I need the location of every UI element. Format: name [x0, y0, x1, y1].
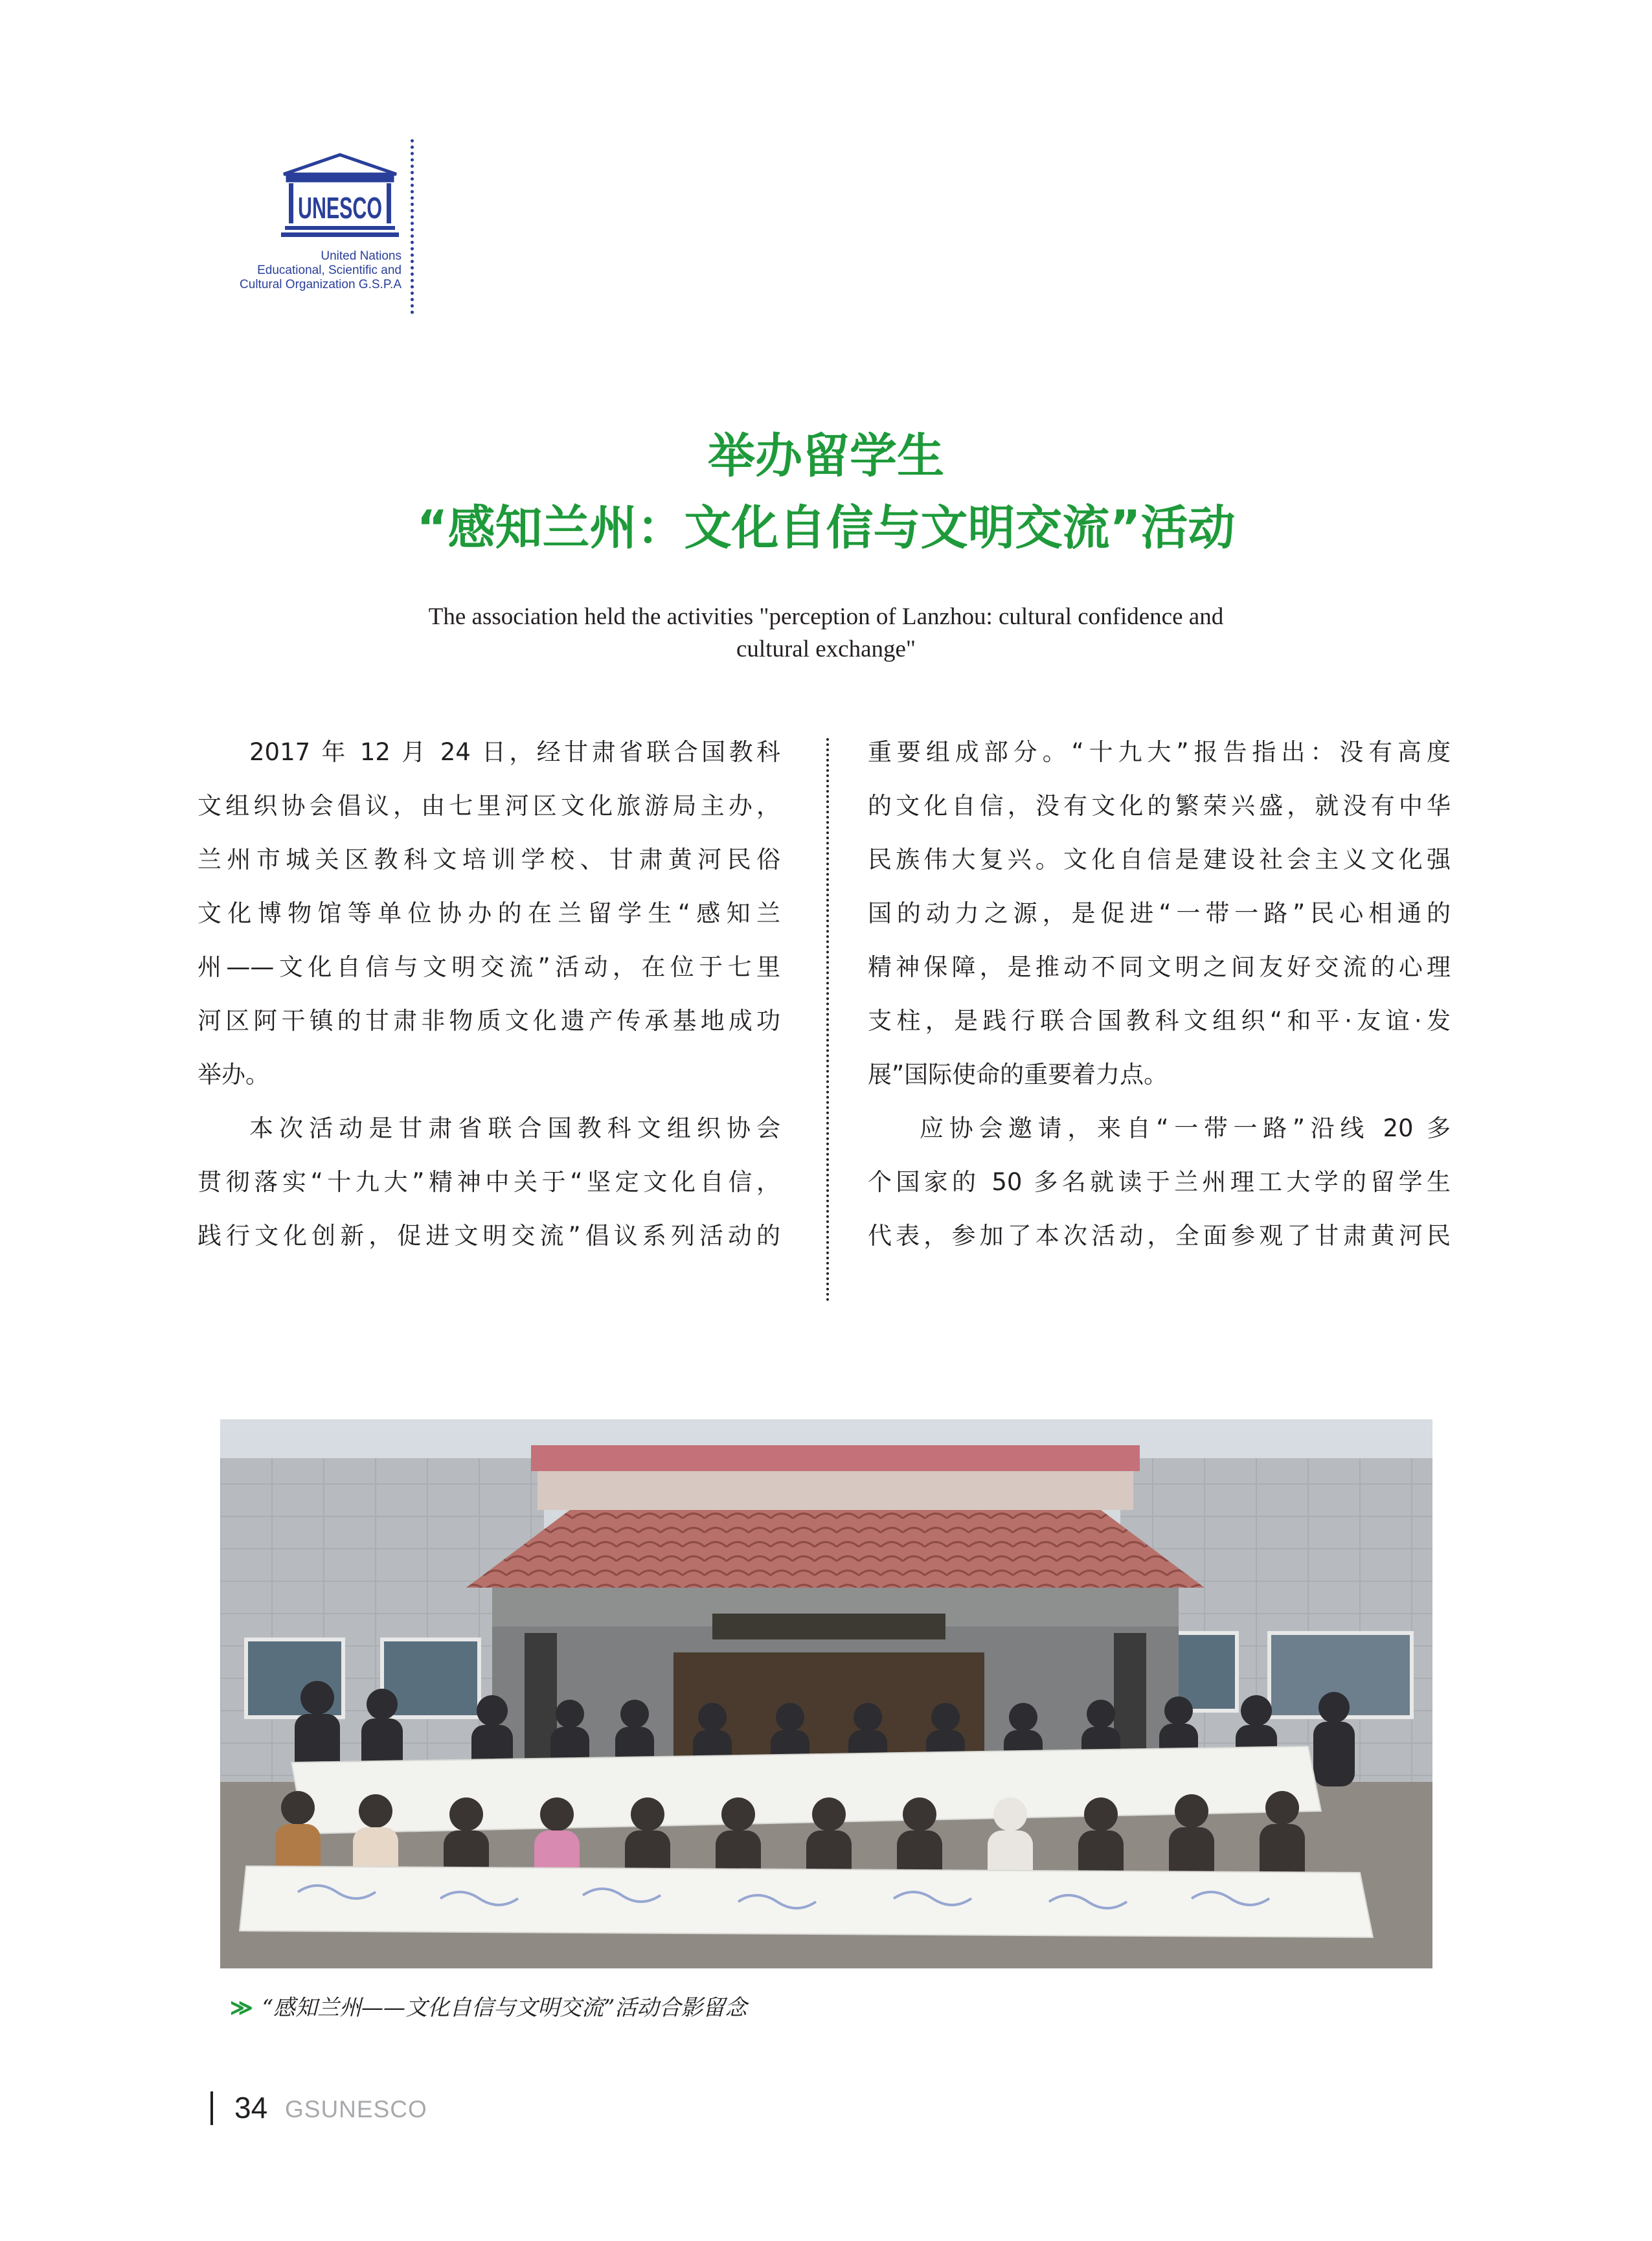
body-line: 精神保障，是推动不同文明之间友好交流的心理: [868, 953, 1451, 981]
unesco-organization-name: [194, 249, 402, 292]
body-line: 国的动力之源，是促进“一带一路”民心相通的: [868, 899, 1451, 927]
logo-dotted-divider: [411, 139, 414, 314]
unesco-logo-text: UNESCO: [298, 191, 382, 225]
english-subtitle: [337, 601, 1315, 666]
subtitle-line-2: cultural exchange": [736, 636, 916, 662]
article-title-line-1: 举办留学生: [708, 429, 944, 484]
body-line: 民族伟大复兴。文化自信是建设社会主义文化强: [868, 846, 1451, 873]
footer-bar: [210, 2091, 213, 2125]
body-line: 支柱，是践行联合国教科文组织“和平·友谊·发: [868, 1007, 1451, 1035]
page-number: 34: [234, 2091, 268, 2124]
magazine-name: GSUNESCO: [285, 2096, 427, 2123]
body-line: 文化博物馆等单位协办的在兰留学生“感知兰: [198, 899, 780, 927]
body-column-left: [198, 725, 780, 1263]
body-column-right: [868, 725, 1451, 1263]
article-title-line-2: “感知兰州：文化自信与文明交流”活动: [416, 501, 1236, 556]
org-line-3: Cultural Organization G.S.P.A: [240, 278, 402, 291]
body-line: 河区阿干镇的甘肃非物质文化遗产传承基地成功: [198, 1007, 780, 1035]
body-line: 举办。: [198, 1061, 269, 1088]
body-line: 应协会邀请，来自“一带一路”沿线 20 多: [920, 1114, 1451, 1142]
body-line: 代表，参加了本次活动，全面参观了甘肃黄河民: [868, 1222, 1451, 1250]
column-dotted-divider: [826, 738, 829, 1301]
group-photo: [220, 1419, 1432, 1968]
unesco-logo: [278, 152, 402, 243]
body-line: 本次活动是甘肃省联合国教科文组织协会: [249, 1114, 780, 1142]
body-line: 的文化自信，没有文化的繁荣兴盛，就没有中华: [868, 792, 1451, 820]
subtitle-line-1: The association held the activities "perception of Lanzhou: cultural confidence and: [428, 603, 1224, 630]
org-line-2: Educational, Scientific and: [257, 264, 402, 277]
body-line: 州——文化自信与文明交流”活动，在位于七里: [198, 953, 780, 981]
body-line: 兰州市城关区教科文培训学校、甘肃黄河民俗: [198, 846, 780, 873]
caption-marker-icon: ≫: [230, 1995, 253, 2021]
org-line-1: United Nations: [321, 249, 402, 263]
body-line: 重要组成部分。“十九大”报告指出：没有高度: [868, 738, 1451, 766]
caption-text: “感知兰州——文化自信与文明交流”活动合影留念: [262, 1995, 747, 2021]
body-line: 贯彻落实“十九大”精神中关于“坚定文化自信，: [198, 1168, 780, 1196]
body-line: 展”国际使命的重要着力点。: [868, 1061, 1168, 1088]
body-line: 个国家的 50 多名就读于兰州理工大学的留学生: [868, 1168, 1451, 1196]
body-line: 践行文化创新，促进文明交流”倡议系列活动的: [198, 1222, 780, 1250]
body-line: 2017 年 12 月 24 日，经甘肃省联合国教科: [249, 738, 780, 766]
photo-caption: [230, 1990, 747, 2021]
body-line: 文组织协会倡议，由七里河区文化旅游局主办，: [198, 792, 780, 820]
